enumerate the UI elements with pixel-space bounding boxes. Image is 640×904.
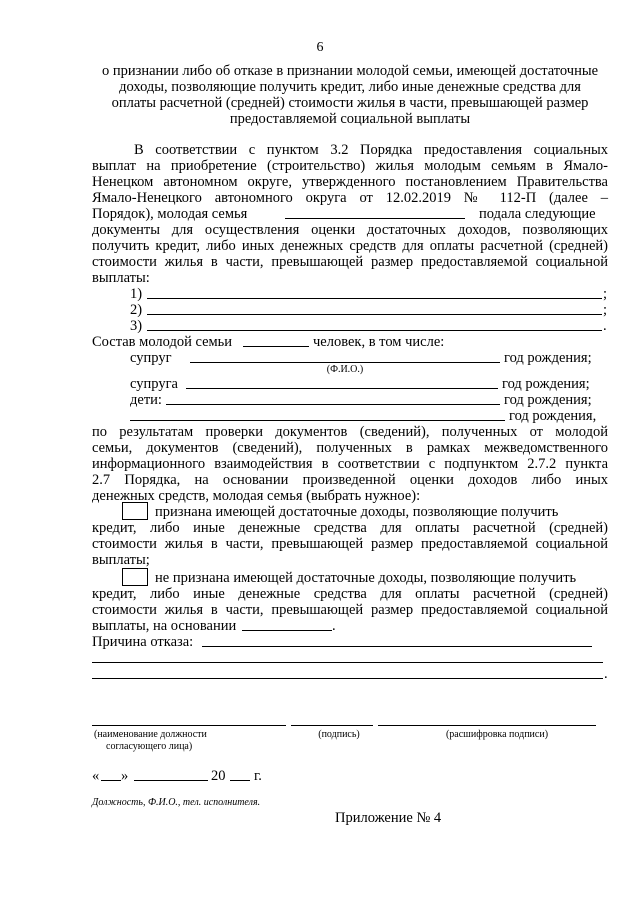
composition-label: Состав молодой семьи xyxy=(92,334,233,350)
list-item-end: . xyxy=(603,318,607,334)
year-suffix: г. xyxy=(254,768,262,784)
intro-line-5a: Порядок), молодая семья xyxy=(92,206,248,222)
result-line-4: 2.7 Порядка, на основании произведенной оценки доходов либо иных xyxy=(92,472,608,488)
refusal-reason-field-1[interactable] xyxy=(202,646,592,647)
year-field[interactable] xyxy=(230,780,250,781)
intro-line-1: В соответствии с пунктом 3.2 Порядка предоставления социальных xyxy=(134,142,608,158)
child-1-name-field[interactable] xyxy=(166,404,500,405)
member-count-field[interactable] xyxy=(243,346,309,347)
children-label: дети: xyxy=(130,392,162,408)
intro-line-2: выплат на приобретение (строительство) жилья молодым семьям в Ямало- xyxy=(92,158,608,174)
decode-hint: (расшифровка подписи) xyxy=(445,729,549,740)
position-hint-2: согласующего лица) xyxy=(106,741,193,752)
date-close-quote: » xyxy=(121,768,129,784)
result-line-3: информационного взаимодействия в соответствии с подпунктом 2.7.2 пункта xyxy=(92,456,608,472)
list-item-number: 3) xyxy=(130,318,143,334)
title-line-3: оплаты расчетной (средней) стоимости жилья в части, превышающей размер xyxy=(111,95,589,111)
position-hint-1: (наименование должности xyxy=(94,729,207,740)
document-field-3[interactable] xyxy=(147,330,602,331)
birth-year-label: год рождения; xyxy=(502,376,590,392)
year-prefix: 20 xyxy=(211,768,226,784)
birth-year-label: год рождения; xyxy=(504,350,592,366)
title-line-1: о признании либо об отказе в признании молодой семьи, имеющей достаточные xyxy=(101,63,599,79)
option-recognized-line-2: кредит, либо иные денежные средства для оплаты расчетной (средней) xyxy=(92,520,608,536)
birth-year-label: год рождения; xyxy=(504,392,592,408)
composition-suffix: человек, в том числе: xyxy=(313,334,445,350)
intro-line-6: документы для осуществления оценки достаточных доходов, позволяющих xyxy=(92,222,608,238)
appendix-label: Приложение № 4 xyxy=(335,810,442,826)
refusal-label: Причина отказа: xyxy=(92,634,194,650)
option-recognized-line-3: стоимости жилья в части, превышающей размер предоставляемой социальной xyxy=(92,536,608,552)
family-name-field[interactable] xyxy=(285,218,465,219)
list-item-number: 2) xyxy=(130,302,143,318)
list-item-number: 1) xyxy=(130,286,143,302)
result-line-5: денежных средств, молодая семья (выбрать нужное): xyxy=(92,488,421,504)
result-line-1: по результатам проверки документов (сведений), полученных от молодой xyxy=(92,424,608,440)
intro-line-3: Ненецком автономном округе, утвержденного постановлением Правительства xyxy=(92,174,608,190)
refusal-basis-field[interactable] xyxy=(242,630,332,631)
signature-field[interactable] xyxy=(291,725,373,726)
signature-decode-field[interactable] xyxy=(378,725,596,726)
option-not-recognized-line-1: не признана имеющей достаточные доходы, позволяющие получить xyxy=(155,570,577,586)
executor-note: Должность, Ф.И.О., тел. исполнителя. xyxy=(92,797,261,808)
refusal-end: . xyxy=(604,666,608,682)
document-field-1[interactable] xyxy=(147,298,602,299)
option-not-recognized-line-4: выплаты, на основании xyxy=(92,618,237,634)
intro-line-8: стоимости жилья в части, превышающей размер предоставляемой социальной xyxy=(92,254,608,270)
title-line-4: предоставляемой социальной выплаты xyxy=(229,111,471,127)
birth-year-label: год рождения, xyxy=(509,408,597,424)
page-number: 6 xyxy=(316,40,324,55)
spouse-m-label: супруг xyxy=(130,350,172,366)
option-recognized-line-4: выплаты; xyxy=(92,552,150,568)
option-not-recognized-checkbox[interactable] xyxy=(122,568,148,586)
document-field-2[interactable] xyxy=(147,314,602,315)
spouse-m-name-field[interactable] xyxy=(190,362,500,363)
signature-hint: (подпись) xyxy=(318,729,360,740)
position-field[interactable] xyxy=(92,725,286,726)
refusal-reason-field-3[interactable] xyxy=(92,678,603,679)
option-recognized-checkbox[interactable] xyxy=(122,502,148,520)
title-line-2: доходы, позволяющие получить кредит, либо иные денежные средства для xyxy=(119,79,581,95)
list-item-end: ; xyxy=(603,286,608,302)
intro-line-7: получить кредит, либо иных денежных средств для оплаты расчетной (средней) xyxy=(92,238,608,254)
intro-line-9: выплаты: xyxy=(92,270,150,286)
option-recognized-line-1: признана имеющей достаточные доходы, позволяющие получить xyxy=(155,504,559,520)
date-open-quote: « xyxy=(92,768,100,784)
fio-hint: (Ф.И.О.) xyxy=(326,364,364,375)
intro-line-5b: подала следующие xyxy=(479,206,596,222)
intro-line-4: Ямало-Ненецкого автономного округа от 12.02.2019 № 112-П (далее – xyxy=(92,190,608,206)
spouse-f-name-field[interactable] xyxy=(186,388,498,389)
child-2-name-field[interactable] xyxy=(130,420,505,421)
spouse-f-label: супруга xyxy=(130,376,178,392)
month-field[interactable] xyxy=(134,780,208,781)
day-field[interactable] xyxy=(101,780,121,781)
option-not-recognized-line-3: стоимости жилья в части, превышающей размер предоставляемой социальной xyxy=(92,602,608,618)
result-line-2: семьи, документов (сведений), полученных в рамках межведомственного xyxy=(92,440,608,456)
option-not-recognized-line-2: кредит, либо иные денежные средства для оплаты расчетной (средней) xyxy=(92,586,608,602)
refusal-reason-field-2[interactable] xyxy=(92,662,603,663)
option-not-recognized-end: . xyxy=(332,618,336,634)
list-item-end: ; xyxy=(603,302,608,318)
